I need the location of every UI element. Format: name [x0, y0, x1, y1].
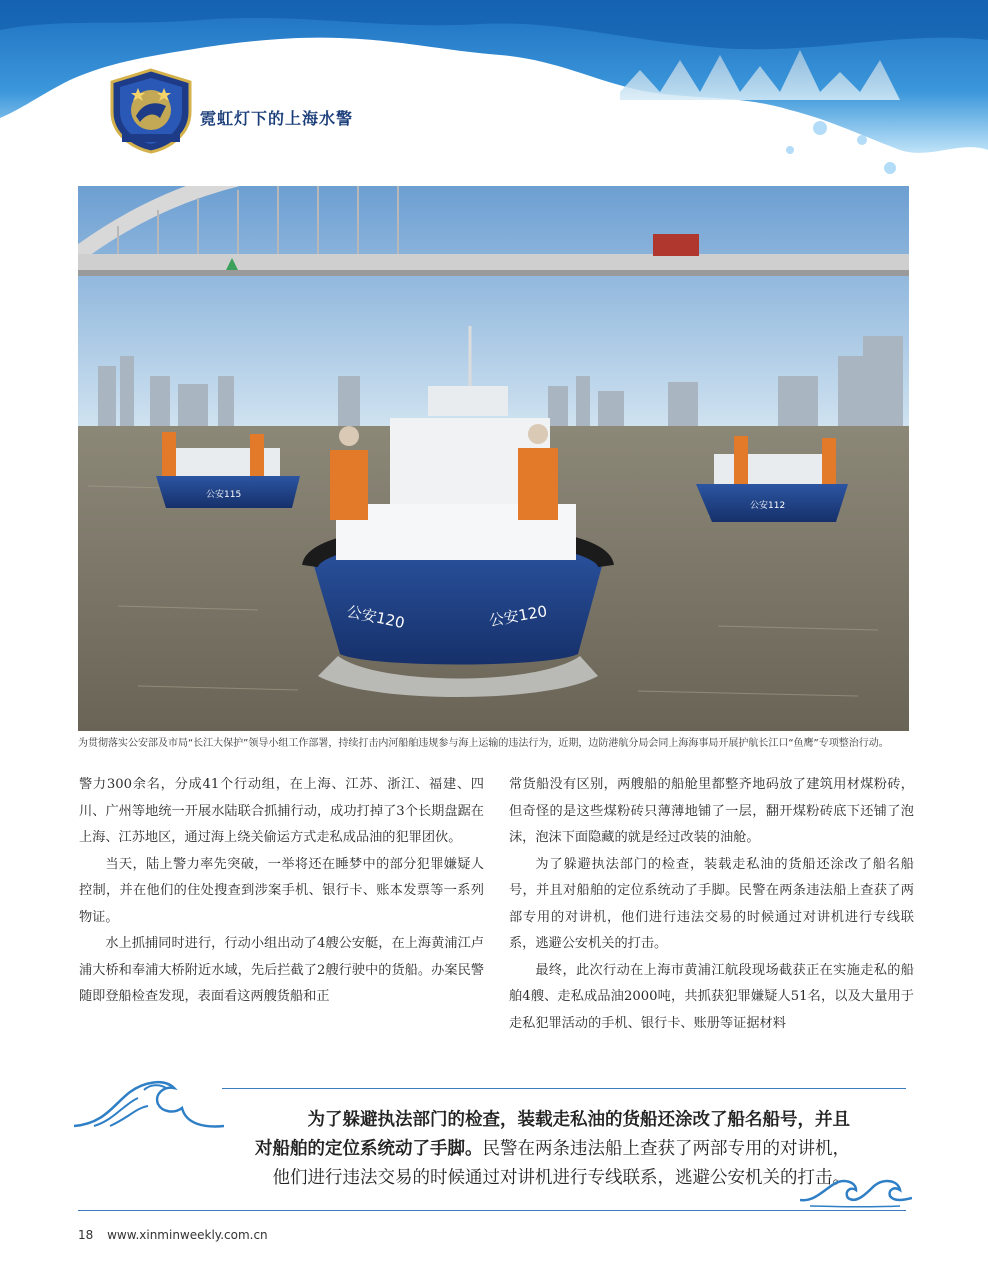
svg-text:公安120: 公安120 — [487, 602, 549, 630]
bottom-divider — [78, 1210, 906, 1211]
website-link[interactable]: www.xinminweekly.com.cn — [107, 1228, 268, 1242]
article-column-right — [509, 772, 914, 1037]
pull-quote — [160, 1106, 850, 1193]
paragraph: 当天，陆上警力率先突破，一举将还在睡梦中的部分犯罪嫌疑人控制，并在他们的住处搜查到涉案手机、银行卡、账本发票等一系列物证。 — [79, 856, 484, 925]
section-title: 霓虹灯下的上海水警 — [200, 109, 354, 128]
svg-text:公安120: 公安120 — [345, 602, 407, 633]
paragraph: 常货船没有区别，两艘船的船舱里都整齐地码放了建筑用材煤粉砖，但奇怪的是这些煤粉砖只薄薄地铺了一层，翻开煤粉砖底下还铺了泡沫，泡沫下面隐藏的就是经过改装的油舱。 — [509, 777, 914, 845]
pull-quote-line-1: 为了躲避执法部门的检查，装载走私油的货船还涂改了船名船号，并且 — [307, 1110, 850, 1130]
svg-text:公安115: 公安115 — [206, 490, 242, 500]
article-photo — [78, 186, 909, 731]
paragraph: 为了躲避执法部门的检查，装载走私油的货船还涂改了船名船号，并且对船舶的定位系统动了手脚。民警在两条违法船上查获了两部专用的对讲机，他们进行违法交易的时候通过对讲机进行专线联系，逃避公安机关的打击。 — [509, 856, 914, 951]
paragraph: 警力300余名，分成41个行动组，在上海、江苏、浙江、福建、四川、广州等地统一开展水陆联合抓捕行动，成功打掉了3个长期盘踞在上海、江苏地区，通过海上绕关偷运方式走私成品油的犯罪团伙。 — [79, 777, 484, 845]
paragraph: 水上抓捕同时进行，行动小组出动了4艘公安艇，在上海黄浦江卢浦大桥和奉浦大桥附近水域，先后拦截了2艘行驶中的货船。办案民警随即登船检查发现，表面看这两艘货船和正 — [79, 936, 484, 1004]
wave-icon — [800, 1170, 912, 1210]
paragraph: 最终，此次行动在上海市黄浦江航段现场截获正在实施走私的船舶4艘、走私成品油2000吨，共抓获犯罪嫌疑人51名，以及大量用于走私犯罪活动的手机、银行卡、账册等证据材料 — [509, 962, 914, 1031]
photo-caption: 为贯彻落实公安部及市局“长江大保护”领导小组工作部署，持续打击内河船舶违规参与海上运输的违法行为，近期，边防港航分局会同上海海事局开展护航长江口“鱼鹰”专项整治行动。 — [78, 738, 889, 749]
pull-quote-line-2-rest: 民警在两条违法船上查获了两部专用的对讲机， — [482, 1139, 850, 1159]
quote-divider — [222, 1088, 906, 1089]
pull-quote-line-3: 他们进行违法交易的时候通过对讲机进行专线联系，逃避公安机关的打击。 — [272, 1168, 850, 1188]
police-badge-icon — [108, 68, 194, 154]
page-footer — [78, 1228, 268, 1242]
page-number: 18 — [78, 1228, 94, 1242]
svg-text:公安112: 公安112 — [750, 501, 786, 511]
pull-quote-line-2 — [160, 1135, 850, 1164]
article-column-left — [79, 772, 484, 1011]
pull-quote-line-2-bold: 对船舶的定位系统动了手脚。 — [255, 1139, 483, 1159]
